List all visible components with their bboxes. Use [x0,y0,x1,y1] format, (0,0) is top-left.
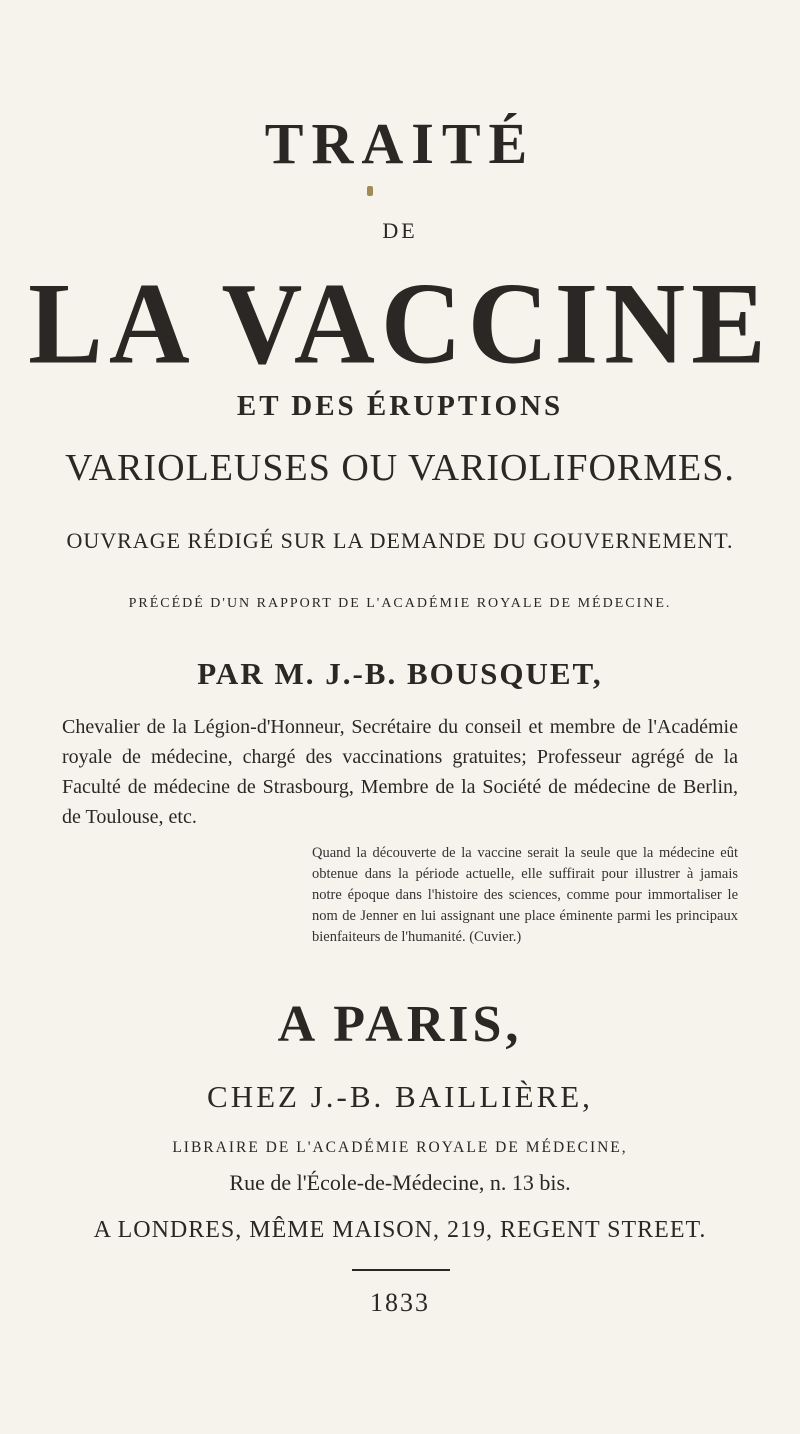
publisher: CHEZ J.-B. BAILLIÈRE, [207,1079,593,1114]
publication-year: 1833 [370,1288,430,1317]
preceded-by: PRÉCÉDÉ D'UN RAPPORT DE L'ACADÉMIE ROYALE DE MÉDECINE. [128,596,672,611]
epigraph: Quand la découverte de la vaccine serait la seule que la médecine eût obtenue dans la période actuelle, elle suffirait pour illustrer à jamais notre époque dans l'histoire des sciences, comme pour immortaliser le nom de Jenner en lui assignant une place éminente parmi les principaux bienfaiteurs de l'humanité. (Cuvier.) [312,845,738,945]
publisher-address: Rue de l'École-de-Médecine, n. 13 bis. [229,1170,571,1195]
title-la-vaccine: LA VACCINE [28,259,772,389]
london-address: A LONDRES, MÊME MAISON, 219, REGENT STREET. [93,1217,707,1243]
divider-rule [352,1269,450,1271]
author-titles: Chevalier de la Légion-d'Honneur, Secrétaire du conseil et membre de l'Académie royale de médecine, chargé des vaccinations gratuites; Professeur agrégé de la Faculté de médecine de Strasbourg, Membre de la Société de médecine de Berlin, de Toulouse, etc. [62,716,738,828]
subtitle-varioleuses: VARIOLEUSES OU VARIOLIFORMES. [65,447,735,489]
subtitle-eruptions: ET DES ÉRUPTIONS [236,390,564,422]
place: A PARIS, [277,996,523,1053]
publisher-role: LIBRAIRE DE L'ACADÉMIE ROYALE DE MÉDECINE, [172,1139,628,1156]
author-name: PAR M. J.-B. BOUSQUET, [197,656,603,691]
title-de: DE [382,218,418,243]
ink-mark [367,186,373,196]
work-note: OUVRAGE RÉDIGÉ SUR LA DEMANDE DU GOUVERNEMENT. [66,528,734,553]
title-traite: TRAITÉ [264,111,536,176]
